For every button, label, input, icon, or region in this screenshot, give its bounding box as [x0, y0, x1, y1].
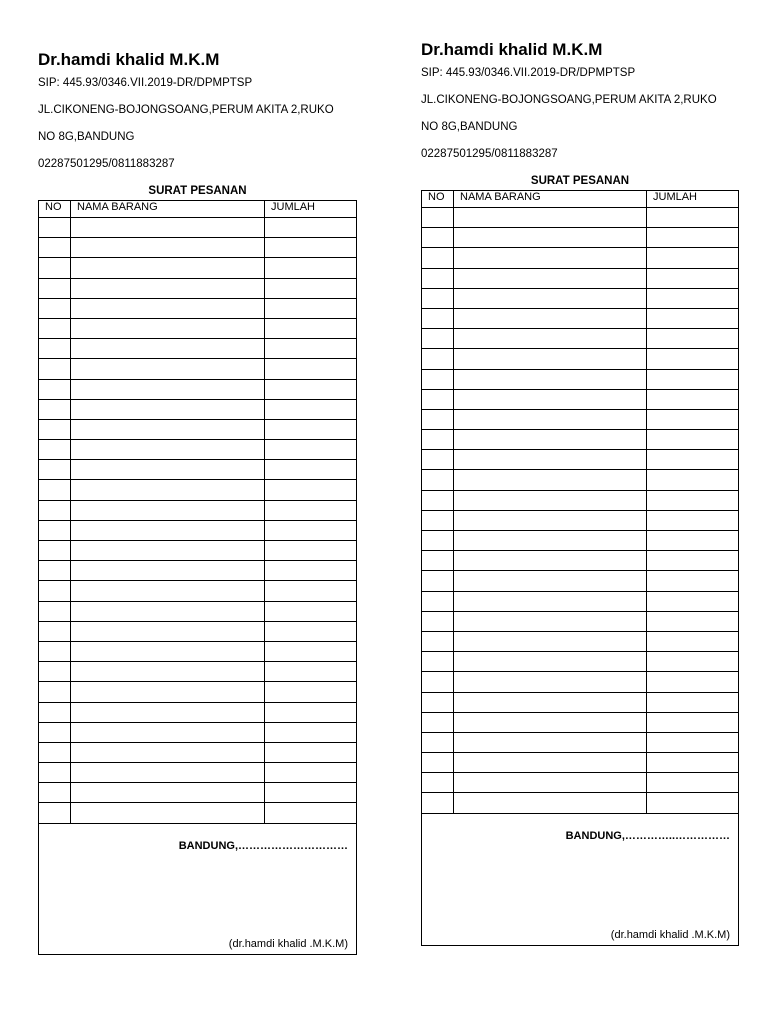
table-row [422, 409, 739, 429]
item-cell[interactable] [71, 460, 265, 480]
qty-cell[interactable] [647, 652, 739, 672]
item-cell[interactable] [71, 803, 265, 823]
item-cell[interactable] [454, 531, 647, 551]
city-date: BANDUNG,………………………… [178, 839, 348, 852]
column-header-qty: JUMLAH [265, 201, 357, 218]
qty-cell[interactable] [647, 611, 739, 631]
qty-cell[interactable] [265, 500, 357, 520]
item-cell[interactable] [71, 298, 265, 318]
item-cell[interactable] [454, 692, 647, 712]
table-row [39, 379, 357, 399]
qty-cell[interactable] [647, 773, 739, 793]
qty-cell[interactable] [265, 440, 357, 460]
item-cell[interactable] [71, 218, 265, 238]
address-line-1: JL.CIKONENG-BOJONGSOANG,PERUM AKITA 2,RUKO [421, 94, 717, 106]
no-cell[interactable] [39, 278, 71, 298]
item-cell[interactable] [71, 763, 265, 783]
table-row [422, 450, 739, 470]
table-row [39, 460, 357, 480]
no-cell[interactable] [422, 773, 454, 793]
address-line-2: NO 8G,BANDUNG [38, 131, 135, 143]
no-cell[interactable] [39, 641, 71, 661]
qty-cell[interactable] [265, 298, 357, 318]
table-row [39, 339, 357, 359]
qty-cell[interactable] [647, 430, 739, 450]
item-cell[interactable] [454, 430, 647, 450]
table-row [422, 329, 739, 349]
item-cell[interactable] [71, 783, 265, 803]
no-cell[interactable] [422, 470, 454, 490]
qty-cell[interactable] [647, 409, 739, 429]
item-cell[interactable] [71, 359, 265, 379]
no-cell[interactable] [422, 288, 454, 308]
table-row [422, 430, 739, 450]
item-cell[interactable] [454, 349, 647, 369]
no-cell[interactable] [422, 611, 454, 631]
table-row [422, 732, 739, 752]
item-cell[interactable] [71, 419, 265, 439]
item-cell[interactable] [454, 389, 647, 409]
qty-cell[interactable] [647, 631, 739, 651]
qty-cell[interactable] [647, 571, 739, 591]
no-cell[interactable] [39, 763, 71, 783]
no-cell[interactable] [422, 329, 454, 349]
table-row [39, 783, 357, 803]
qty-cell[interactable] [265, 722, 357, 742]
table-row [422, 551, 739, 571]
table-row [39, 318, 357, 338]
table-row [422, 510, 739, 530]
item-cell[interactable] [454, 329, 647, 349]
no-cell[interactable] [422, 450, 454, 470]
table-header [422, 191, 739, 208]
no-cell[interactable] [422, 349, 454, 369]
no-cell[interactable] [39, 682, 71, 702]
table-row [39, 541, 357, 561]
item-cell[interactable] [71, 561, 265, 581]
no-cell[interactable] [422, 692, 454, 712]
item-cell[interactable] [454, 712, 647, 732]
qty-cell[interactable] [265, 419, 357, 439]
qty-cell[interactable] [265, 359, 357, 379]
qty-cell[interactable] [265, 238, 357, 258]
order-form-right [421, 40, 739, 946]
table-row [39, 258, 357, 278]
item-cell[interactable] [454, 228, 647, 248]
qty-cell[interactable] [647, 591, 739, 611]
qty-cell[interactable] [265, 460, 357, 480]
item-cell[interactable] [454, 470, 647, 490]
qty-cell[interactable] [265, 541, 357, 561]
qty-cell[interactable] [265, 258, 357, 278]
doctor-name: Dr.hamdi khalid M.K.M [421, 40, 603, 59]
no-cell[interactable] [39, 379, 71, 399]
qty-cell[interactable] [265, 803, 357, 823]
table-row [39, 399, 357, 419]
column-header-item: NAMA BARANG [454, 191, 647, 208]
qty-cell[interactable] [265, 278, 357, 298]
table-row [422, 369, 739, 389]
no-cell[interactable] [39, 662, 71, 682]
qty-cell[interactable] [265, 218, 357, 238]
column-header-no: NO [422, 191, 454, 208]
qty-cell[interactable] [647, 228, 739, 248]
table-row [422, 268, 739, 288]
table-row [39, 520, 357, 540]
table-row [39, 641, 357, 661]
item-cell[interactable] [71, 379, 265, 399]
item-cell[interactable] [71, 500, 265, 520]
no-cell[interactable] [422, 753, 454, 773]
item-cell[interactable] [71, 318, 265, 338]
qty-cell[interactable] [647, 288, 739, 308]
table-row [39, 702, 357, 722]
qty-cell[interactable] [647, 450, 739, 470]
item-cell[interactable] [71, 440, 265, 460]
no-cell[interactable] [39, 500, 71, 520]
no-cell[interactable] [39, 783, 71, 803]
qty-cell[interactable] [647, 793, 739, 813]
no-cell[interactable] [422, 208, 454, 228]
table-row [422, 389, 739, 409]
table-row [39, 722, 357, 742]
qty-cell[interactable] [265, 621, 357, 641]
item-cell[interactable] [454, 773, 647, 793]
column-header-item: NAMA BARANG [71, 201, 265, 218]
sip-number: SIP: 445.93/0346.VII.2019-DR/DPMPTSP [38, 77, 253, 89]
qty-cell[interactable] [265, 561, 357, 581]
signature-name: (dr.hamdi khalid .M.K.M) [228, 937, 348, 950]
qty-cell[interactable] [265, 641, 357, 661]
no-cell[interactable] [39, 359, 71, 379]
phone-number: 02287501295/0811883287 [38, 158, 175, 170]
qty-cell[interactable] [647, 470, 739, 490]
table-row [39, 763, 357, 783]
table-row [422, 773, 739, 793]
item-cell[interactable] [454, 551, 647, 571]
table-row [422, 571, 739, 591]
no-cell[interactable] [39, 803, 71, 823]
item-cell[interactable] [454, 490, 647, 510]
item-cell[interactable] [454, 208, 647, 228]
item-cell[interactable] [71, 621, 265, 641]
no-cell[interactable] [422, 591, 454, 611]
qty-cell[interactable] [647, 712, 739, 732]
no-cell[interactable] [39, 621, 71, 641]
table-row [39, 238, 357, 258]
table-row [39, 561, 357, 581]
city-date: BANDUNG,…………..…………… [565, 829, 730, 842]
item-cell[interactable] [71, 581, 265, 601]
no-cell[interactable] [422, 571, 454, 591]
table-row [422, 631, 739, 651]
qty-cell[interactable] [647, 732, 739, 752]
no-cell[interactable] [422, 510, 454, 530]
qty-cell[interactable] [265, 318, 357, 338]
qty-cell[interactable] [265, 480, 357, 500]
qty-cell[interactable] [647, 369, 739, 389]
item-cell[interactable] [71, 339, 265, 359]
qty-cell[interactable] [265, 702, 357, 722]
no-cell[interactable] [422, 389, 454, 409]
no-cell[interactable] [39, 722, 71, 742]
qty-cell[interactable] [647, 308, 739, 328]
item-cell[interactable] [454, 631, 647, 651]
table-row [422, 591, 739, 611]
qty-cell[interactable] [647, 531, 739, 551]
item-cell[interactable] [71, 662, 265, 682]
qty-cell[interactable] [265, 662, 357, 682]
table-row [422, 349, 739, 369]
no-cell[interactable] [422, 631, 454, 651]
qty-cell[interactable] [265, 399, 357, 419]
qty-cell[interactable] [647, 389, 739, 409]
qty-cell[interactable] [647, 672, 739, 692]
item-cell[interactable] [71, 520, 265, 540]
table-row [39, 440, 357, 460]
no-cell[interactable] [39, 419, 71, 439]
no-cell[interactable] [422, 672, 454, 692]
item-cell[interactable] [454, 288, 647, 308]
no-cell[interactable] [39, 318, 71, 338]
item-cell[interactable] [71, 399, 265, 419]
no-cell[interactable] [422, 248, 454, 268]
table-row [422, 692, 739, 712]
item-cell[interactable] [454, 248, 647, 268]
item-cell[interactable] [454, 652, 647, 672]
qty-cell[interactable] [265, 763, 357, 783]
qty-cell[interactable] [265, 742, 357, 762]
no-cell[interactable] [422, 490, 454, 510]
table-row [39, 662, 357, 682]
table-row [422, 308, 739, 328]
no-cell[interactable] [39, 742, 71, 762]
no-cell[interactable] [39, 238, 71, 258]
qty-cell[interactable] [647, 551, 739, 571]
signature-name: (dr.hamdi khalid .M.K.M) [610, 928, 730, 941]
no-cell[interactable] [39, 460, 71, 480]
table-row [422, 712, 739, 732]
doctor-name: Dr.hamdi khalid M.K.M [38, 50, 220, 69]
item-cell[interactable] [71, 238, 265, 258]
qty-cell[interactable] [647, 490, 739, 510]
item-cell[interactable] [71, 682, 265, 702]
qty-cell[interactable] [647, 208, 739, 228]
no-cell[interactable] [422, 228, 454, 248]
table-row [39, 601, 357, 621]
no-cell[interactable] [422, 793, 454, 813]
item-cell[interactable] [454, 611, 647, 631]
qty-cell[interactable] [647, 329, 739, 349]
table-row [39, 621, 357, 641]
item-cell[interactable] [454, 571, 647, 591]
item-cell[interactable] [454, 308, 647, 328]
address-line-1: JL.CIKONENG-BOJONGSOANG,PERUM AKITA 2,RUKO [38, 104, 334, 116]
table-header [39, 201, 357, 218]
phone-number: 02287501295/0811883287 [421, 148, 558, 160]
no-cell[interactable] [422, 430, 454, 450]
no-cell[interactable] [39, 339, 71, 359]
qty-cell[interactable] [647, 349, 739, 369]
item-cell[interactable] [71, 601, 265, 621]
item-cell[interactable] [454, 268, 647, 288]
item-cell[interactable] [454, 793, 647, 813]
table-row [422, 672, 739, 692]
no-cell[interactable] [39, 440, 71, 460]
table-row [422, 228, 739, 248]
qty-cell[interactable] [265, 339, 357, 359]
order-table [38, 200, 357, 824]
table-row [39, 480, 357, 500]
order-rows [39, 218, 357, 824]
no-cell[interactable] [422, 308, 454, 328]
no-cell[interactable] [39, 298, 71, 318]
no-cell[interactable] [422, 268, 454, 288]
no-cell[interactable] [39, 399, 71, 419]
item-cell[interactable] [71, 742, 265, 762]
form-title: SURAT PESANAN [530, 175, 630, 187]
no-cell[interactable] [39, 561, 71, 581]
qty-cell[interactable] [265, 601, 357, 621]
table-row [422, 531, 739, 551]
no-cell[interactable] [39, 480, 71, 500]
sip-number: SIP: 445.93/0346.VII.2019-DR/DPMPTSP [421, 67, 636, 79]
table-row [422, 753, 739, 773]
table-row [39, 581, 357, 601]
item-cell[interactable] [454, 672, 647, 692]
item-cell[interactable] [71, 258, 265, 278]
no-cell[interactable] [39, 581, 71, 601]
no-cell[interactable] [422, 409, 454, 429]
qty-cell[interactable] [647, 753, 739, 773]
table-row [422, 208, 739, 228]
table-row [39, 218, 357, 238]
order-rows [422, 208, 739, 814]
item-cell[interactable] [71, 702, 265, 722]
qty-cell[interactable] [647, 248, 739, 268]
table-row [39, 419, 357, 439]
signature-box [421, 814, 739, 946]
item-cell[interactable] [454, 510, 647, 530]
item-cell[interactable] [71, 722, 265, 742]
item-cell[interactable] [454, 732, 647, 752]
no-cell[interactable] [39, 541, 71, 561]
no-cell[interactable] [39, 702, 71, 722]
no-cell[interactable] [39, 520, 71, 540]
item-cell[interactable] [454, 753, 647, 773]
item-cell[interactable] [454, 409, 647, 429]
qty-cell[interactable] [647, 692, 739, 712]
no-cell[interactable] [422, 652, 454, 672]
item-cell[interactable] [454, 450, 647, 470]
table-row [422, 248, 739, 268]
no-cell[interactable] [422, 732, 454, 752]
order-form-left [38, 50, 357, 955]
no-cell[interactable] [422, 551, 454, 571]
table-row [39, 803, 357, 823]
no-cell[interactable] [39, 258, 71, 278]
table-row [422, 490, 739, 510]
table-row [39, 298, 357, 318]
item-cell[interactable] [71, 480, 265, 500]
qty-cell[interactable] [647, 510, 739, 530]
table-row [422, 793, 739, 813]
qty-cell[interactable] [265, 783, 357, 803]
no-cell[interactable] [422, 712, 454, 732]
qty-cell[interactable] [265, 520, 357, 540]
qty-cell[interactable] [265, 581, 357, 601]
qty-cell[interactable] [265, 379, 357, 399]
qty-cell[interactable] [265, 682, 357, 702]
no-cell[interactable] [39, 218, 71, 238]
table-row [39, 278, 357, 298]
table-row [422, 470, 739, 490]
form-title: SURAT PESANAN [148, 185, 247, 197]
no-cell[interactable] [39, 601, 71, 621]
no-cell[interactable] [422, 369, 454, 389]
item-cell[interactable] [454, 591, 647, 611]
item-cell[interactable] [71, 641, 265, 661]
table-row [39, 742, 357, 762]
address-line-2: NO 8G,BANDUNG [421, 121, 518, 133]
item-cell[interactable] [454, 369, 647, 389]
table-row [422, 611, 739, 631]
table-row [39, 500, 357, 520]
signature-box [38, 824, 357, 955]
order-table [421, 190, 739, 814]
table-row [422, 652, 739, 672]
table-row [39, 359, 357, 379]
qty-cell[interactable] [647, 268, 739, 288]
item-cell[interactable] [71, 541, 265, 561]
column-header-qty: JUMLAH [647, 191, 739, 208]
table-row [39, 682, 357, 702]
table-row [422, 288, 739, 308]
item-cell[interactable] [71, 278, 265, 298]
column-header-no: NO [39, 201, 71, 218]
no-cell[interactable] [422, 531, 454, 551]
